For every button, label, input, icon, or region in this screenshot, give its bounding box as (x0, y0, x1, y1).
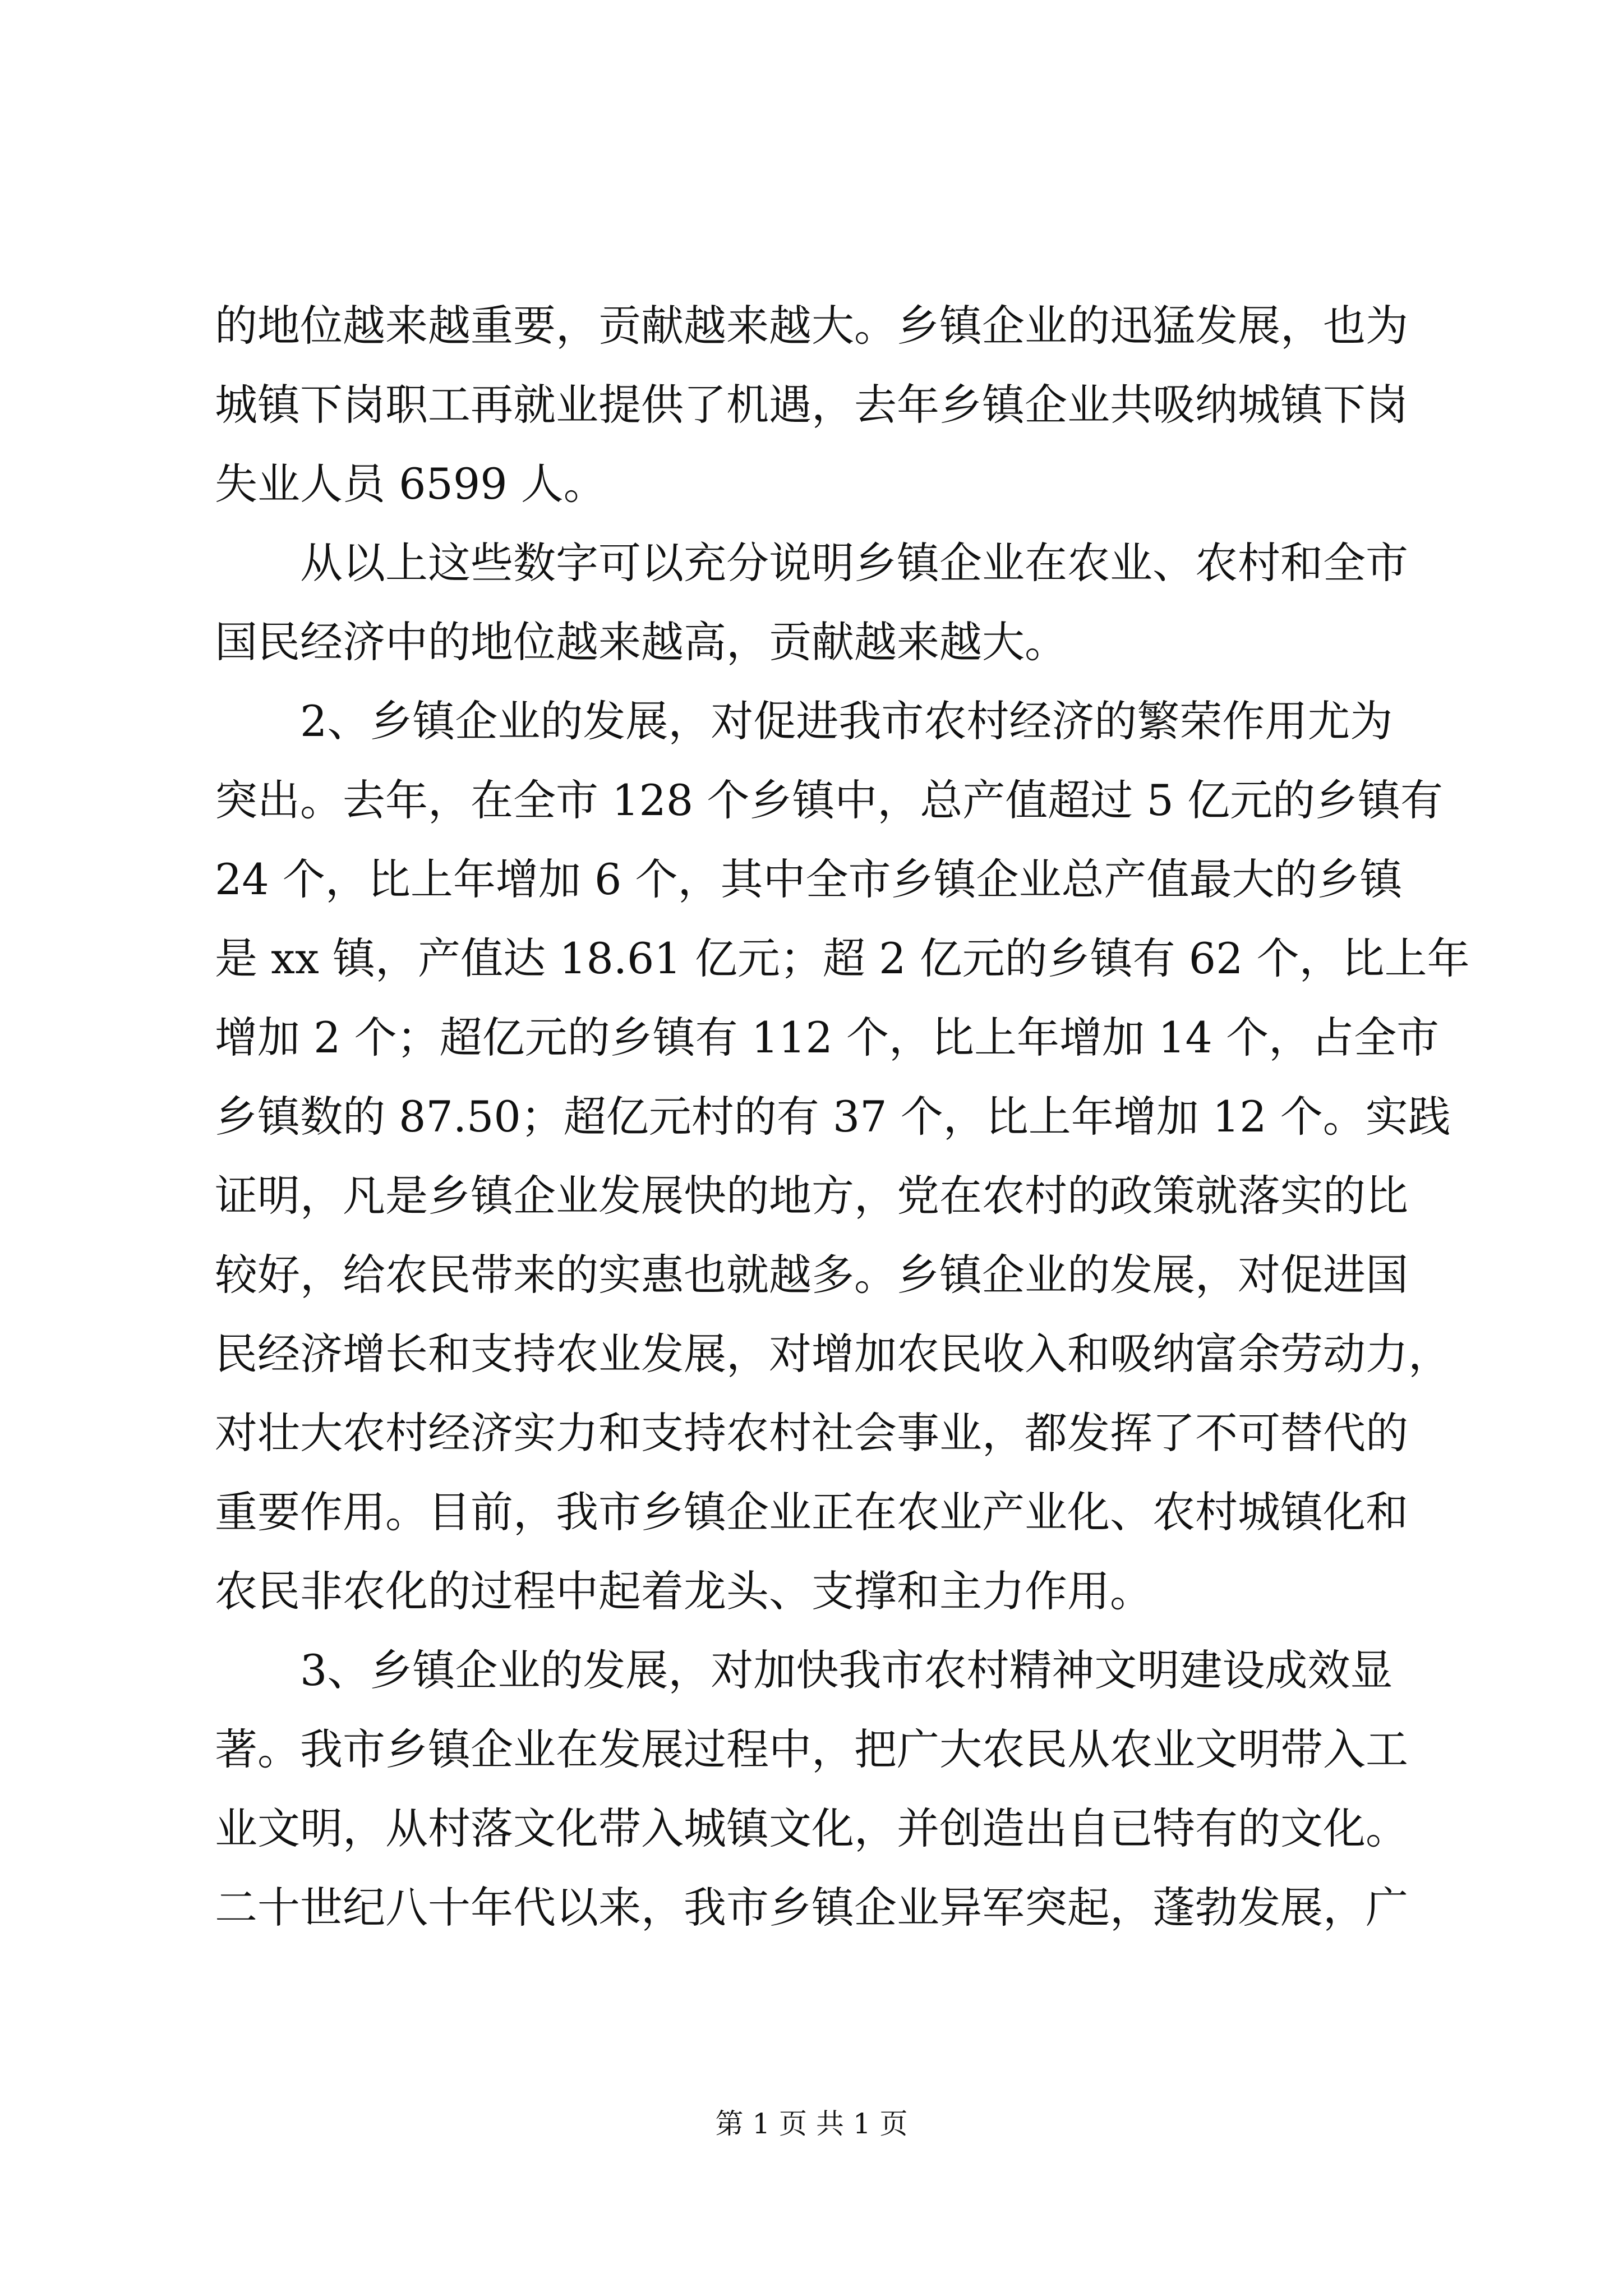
paragraph (215, 1631, 1409, 1947)
text-line: 民经济增长和支持农业发展，对增加农民收入和吸纳富余劳动力， (215, 1329, 1451, 1379)
text-line: 突出。去年，在全市 128 个乡镇中，总产值超过 5 亿元的乡镇有 (215, 775, 1444, 825)
text-line: 农民非农化的过程中起着龙头、支撑和主力作用。 (215, 1566, 1152, 1616)
text-line: 重要作用。目前，我市乡镇企业正在农业产业化、农村城镇化和 (215, 1487, 1408, 1537)
paragraph (215, 523, 1409, 682)
text-line: 二十世纪八十年代以来，我市乡镇企业异军突起，蓬勃发展，广 (215, 1883, 1408, 1932)
text-line: 的地位越来越重要，贡献越来越大。乡镇企业的迅猛发展，也为 (215, 301, 1408, 351)
text-line: 城镇下岗职工再就业提供了机遇，去年乡镇企业共吸纳城镇下岗 (215, 380, 1408, 430)
paragraph (215, 682, 1470, 1631)
text-line: 是 xx 镇，产值达 18.61 亿元；超 2 亿元的乡镇有 62 个，比上年 (215, 933, 1470, 983)
text-line: 证明，凡是乡镇企业发展快的地方，党在农村的政策就落实的比 (215, 1171, 1408, 1221)
text-line: 从以上这些数字可以充分说明乡镇企业在农业、农村和全市 (300, 538, 1408, 588)
text-line: 业文明，从村落文化带入城镇文化，并创造出自已特有的文化。 (215, 1803, 1408, 1853)
text-line: 3、乡镇企业的发展，对加快我市农村精神文明建设成效显 (300, 1645, 1393, 1695)
paragraph (215, 286, 1409, 523)
text-line: 国民经济中的地位越来越高，贡献越来越大。 (215, 617, 1067, 667)
document-body (215, 286, 1470, 1947)
text-line: 较好，给农民带来的实惠也就越多。乡镇企业的发展，对促进国 (215, 1250, 1408, 1300)
text-line: 2、乡镇企业的发展，对促进我市农村经济的繁荣作用尤为 (300, 696, 1393, 746)
text-line: 对壮大农村经济实力和支持农村社会事业，都发挥了不可替代的 (215, 1408, 1408, 1458)
text-line: 增加 2 个；超亿元的乡镇有 112 个，比上年增加 14 个，占全市 (215, 1013, 1440, 1062)
text-line: 著。我市乡镇企业在发展过程中，把广大农民从农业文明带入工 (215, 1724, 1408, 1774)
page-footer: 第 1 页 共 1 页 (715, 2108, 908, 2140)
text-line: 失业人员 6599 人。 (215, 459, 606, 509)
text-line: 乡镇数的 87.50；超亿元村的有 37 个，比上年增加 12 个。实践 (215, 1092, 1451, 1142)
text-line: 24 个，比上年增加 6 个，其中全市乡镇企业总产值最大的乡镇 (215, 854, 1403, 904)
